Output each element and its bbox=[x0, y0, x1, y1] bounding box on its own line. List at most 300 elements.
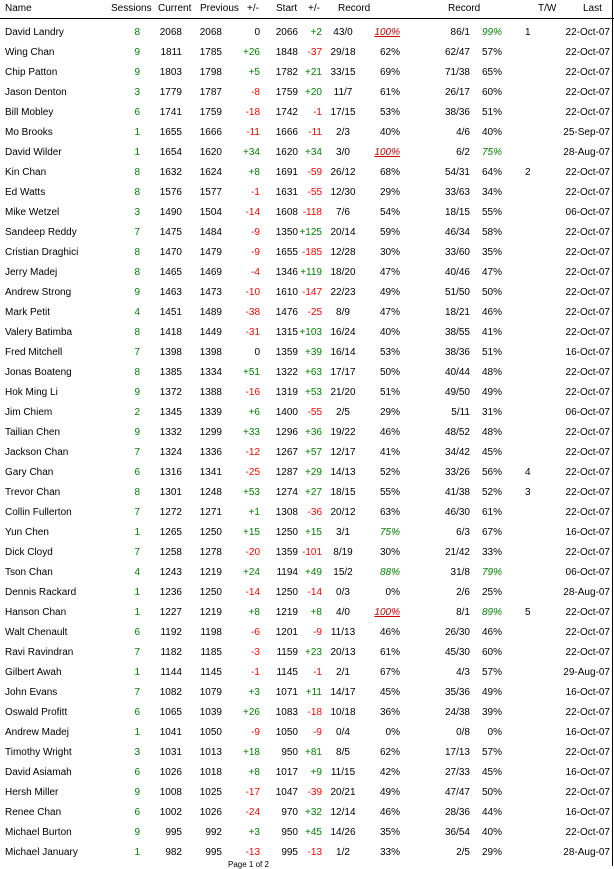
cell-start: 1476 bbox=[275, 307, 298, 318]
cell-previous: 1504 bbox=[199, 207, 222, 218]
cell-record2-pct: 41% bbox=[481, 327, 502, 338]
cell-delta1: -4 bbox=[251, 267, 260, 278]
cell-previous: 1145 bbox=[200, 667, 222, 678]
cell-record2-pct: 49% bbox=[481, 687, 502, 698]
cell-record2-pct: 44% bbox=[481, 807, 502, 818]
table-row bbox=[0, 222, 614, 242]
cell-record2: 86/1 bbox=[450, 27, 470, 38]
cell-record-pct: 49% bbox=[379, 787, 400, 798]
cell-previous: 1489 bbox=[199, 307, 222, 318]
cell-previous: 1577 bbox=[199, 187, 222, 198]
table-row bbox=[0, 322, 614, 342]
cell-record2: 26/17 bbox=[444, 87, 470, 98]
cell-sessions: 4 bbox=[134, 307, 140, 318]
cell-start: 1250 bbox=[275, 587, 298, 598]
cell-name: Timothy Wright bbox=[5, 747, 72, 758]
cell-record2: 0/8 bbox=[456, 727, 470, 738]
cell-name: Wing Chan bbox=[5, 47, 55, 58]
cell-current: 1332 bbox=[159, 427, 182, 438]
cell-delta2: -1 bbox=[313, 667, 322, 678]
cell-start: 950 bbox=[281, 827, 298, 838]
cell-sessions: 2 bbox=[134, 407, 140, 418]
cell-record-pct: 50% bbox=[379, 367, 400, 378]
cell-record2: 31/8 bbox=[450, 567, 470, 578]
cell-record2-pct: 51% bbox=[481, 107, 502, 118]
cell-delta1: +51 bbox=[243, 367, 260, 378]
cell-name: Mo Brooks bbox=[5, 127, 53, 138]
cell-record: 7/6 bbox=[336, 207, 350, 218]
cell-delta2: -37 bbox=[307, 47, 322, 58]
cell-sessions: 7 bbox=[134, 347, 140, 358]
cell-record2: 38/36 bbox=[444, 107, 470, 118]
cell-delta1: -9 bbox=[251, 227, 260, 238]
table-row bbox=[0, 162, 614, 182]
cell-record-pct: 59% bbox=[379, 227, 400, 238]
cell-name: Renee Chan bbox=[5, 807, 62, 818]
table-row bbox=[0, 702, 614, 722]
cell-record2: 71/38 bbox=[444, 67, 470, 78]
cell-delta1: -9 bbox=[251, 247, 260, 258]
cell-sessions: 8 bbox=[134, 247, 140, 258]
cell-previous: 1219 bbox=[199, 567, 222, 578]
cell-current: 1470 bbox=[159, 247, 182, 258]
cell-delta1: 0 bbox=[254, 27, 260, 38]
cell-record-pct: 69% bbox=[379, 67, 400, 78]
cell-record-pct: 46% bbox=[379, 807, 400, 818]
cell-sessions: 6 bbox=[134, 707, 140, 718]
cell-name: Collin Fullerton bbox=[5, 507, 72, 518]
cell-record2-pct: 34% bbox=[481, 187, 502, 198]
cell-record2: 38/36 bbox=[444, 347, 470, 358]
cell-tw: 3 bbox=[525, 487, 531, 498]
cell-current: 1301 bbox=[159, 487, 182, 498]
cell-delta2: +39 bbox=[305, 347, 322, 358]
cell-record-pct: 75% bbox=[379, 527, 400, 538]
cell-delta2: -9 bbox=[313, 627, 322, 638]
cell-sessions: 9 bbox=[134, 47, 140, 58]
cell-last: 22-Oct-07 bbox=[565, 787, 610, 798]
cell-start: 1017 bbox=[275, 767, 298, 778]
cell-start: 1201 bbox=[275, 627, 298, 638]
cell-start: 1610 bbox=[275, 287, 298, 298]
cell-record: 12/14 bbox=[330, 807, 356, 818]
header-record2: Record bbox=[448, 3, 481, 14]
cell-record-pct: 100% bbox=[374, 27, 400, 38]
cell-current: 1258 bbox=[159, 547, 182, 558]
cell-record-pct: 40% bbox=[379, 127, 400, 138]
cell-record-pct: 46% bbox=[379, 627, 400, 638]
cell-previous: 1388 bbox=[199, 387, 222, 398]
cell-previous: 1666 bbox=[199, 127, 222, 138]
cell-sessions: 9 bbox=[134, 787, 140, 798]
cell-record-pct: 36% bbox=[379, 707, 400, 718]
cell-previous: 1759 bbox=[199, 107, 222, 118]
cell-name: David Landry bbox=[5, 27, 64, 38]
cell-record: 20/21 bbox=[330, 787, 356, 798]
cell-record2-pct: 46% bbox=[481, 627, 502, 638]
cell-name: Michael Burton bbox=[5, 827, 72, 838]
cell-name: Trevor Chan bbox=[5, 487, 61, 498]
cell-delta2: -59 bbox=[307, 167, 322, 178]
cell-record: 11/15 bbox=[330, 767, 356, 778]
header-tw: T/W bbox=[538, 3, 557, 14]
cell-delta1: -10 bbox=[245, 287, 260, 298]
cell-record-pct: 41% bbox=[379, 447, 400, 458]
cell-last: 29-Aug-07 bbox=[563, 667, 610, 678]
cell-sessions: 9 bbox=[134, 427, 140, 438]
cell-start: 995 bbox=[281, 847, 298, 858]
cell-start: 1145 bbox=[276, 667, 298, 678]
cell-last: 22-Oct-07 bbox=[565, 27, 610, 38]
cell-record2-pct: 31% bbox=[481, 407, 502, 418]
cell-start: 2066 bbox=[275, 27, 298, 38]
cell-record2: 34/42 bbox=[444, 447, 470, 458]
cell-start: 1071 bbox=[275, 687, 298, 698]
cell-start: 1296 bbox=[275, 427, 298, 438]
cell-record-pct: 42% bbox=[379, 767, 400, 778]
cell-last: 28-Aug-07 bbox=[563, 147, 610, 158]
cell-name: Jonas Boateng bbox=[5, 367, 72, 378]
cell-last: 22-Oct-07 bbox=[565, 607, 610, 618]
cell-record: 1/2 bbox=[336, 847, 350, 858]
cell-name: Hersh Miller bbox=[5, 787, 59, 798]
cell-previous: 995 bbox=[205, 847, 222, 858]
cell-sessions: 3 bbox=[134, 207, 140, 218]
cell-record2-pct: 55% bbox=[481, 207, 502, 218]
cell-current: 1002 bbox=[159, 807, 182, 818]
cell-record2-pct: 58% bbox=[481, 227, 502, 238]
cell-start: 1274 bbox=[275, 487, 298, 498]
cell-delta1: -9 bbox=[251, 727, 260, 738]
header-delta2: +/- bbox=[308, 3, 320, 14]
cell-name: Jackson Chan bbox=[5, 447, 69, 458]
cell-last: 28-Aug-07 bbox=[563, 587, 610, 598]
table-row bbox=[0, 482, 614, 502]
cell-record-pct: 33% bbox=[379, 847, 400, 858]
table-header bbox=[0, 0, 614, 18]
cell-delta1: -20 bbox=[245, 547, 260, 558]
header-last: Last bbox=[583, 3, 602, 14]
cell-record: 20/14 bbox=[330, 227, 356, 238]
cell-delta1: -8 bbox=[251, 87, 260, 98]
cell-record2-pct: 40% bbox=[481, 827, 502, 838]
cell-previous: 1334 bbox=[199, 367, 222, 378]
cell-delta1: +6 bbox=[248, 407, 260, 418]
cell-start: 1848 bbox=[275, 47, 298, 58]
cell-record2: 6/2 bbox=[456, 147, 470, 158]
cell-record2-pct: 0% bbox=[487, 727, 502, 738]
cell-start: 1782 bbox=[275, 67, 298, 78]
cell-record-pct: 55% bbox=[379, 487, 400, 498]
cell-previous: 1025 bbox=[199, 787, 222, 798]
cell-record-pct: 53% bbox=[379, 107, 400, 118]
cell-record: 43/0 bbox=[333, 27, 353, 38]
cell-record: 10/18 bbox=[330, 707, 356, 718]
cell-start: 1620 bbox=[275, 147, 298, 158]
cell-record: 20/12 bbox=[330, 507, 356, 518]
cell-record: 0/4 bbox=[336, 727, 350, 738]
cell-record: 18/15 bbox=[330, 487, 356, 498]
table-row bbox=[0, 342, 614, 362]
cell-last: 22-Oct-07 bbox=[565, 287, 610, 298]
cell-delta2: -118 bbox=[302, 207, 322, 218]
cell-record: 3/0 bbox=[336, 147, 350, 158]
cell-last: 22-Oct-07 bbox=[565, 87, 610, 98]
cell-delta1: -6 bbox=[251, 627, 260, 638]
cell-record: 29/18 bbox=[330, 47, 356, 58]
cell-record2: 51/50 bbox=[444, 287, 470, 298]
cell-delta1: +24 bbox=[243, 567, 260, 578]
cell-record2: 49/50 bbox=[444, 387, 470, 398]
cell-record: 15/2 bbox=[333, 567, 353, 578]
cell-name: Gary Chan bbox=[5, 467, 54, 478]
cell-delta2: +9 bbox=[310, 767, 322, 778]
cell-delta1: -11 bbox=[246, 127, 260, 138]
table-body bbox=[0, 22, 614, 862]
cell-record: 33/15 bbox=[330, 67, 356, 78]
cell-record: 18/20 bbox=[330, 267, 356, 278]
cell-last: 22-Oct-07 bbox=[565, 307, 610, 318]
cell-current: 995 bbox=[165, 827, 182, 838]
cell-start: 1742 bbox=[275, 107, 298, 118]
cell-current: 1475 bbox=[159, 227, 182, 238]
cell-delta1: -12 bbox=[245, 447, 260, 458]
cell-last: 16-Oct-07 bbox=[565, 527, 610, 538]
cell-delta2: +119 bbox=[300, 267, 322, 278]
cell-start: 1287 bbox=[275, 467, 298, 478]
cell-delta1: -25 bbox=[245, 467, 260, 478]
cell-previous: 1398 bbox=[199, 347, 222, 358]
cell-delta2: +81 bbox=[305, 747, 322, 758]
table-row bbox=[0, 82, 614, 102]
cell-current: 1654 bbox=[159, 147, 182, 158]
cell-last: 22-Oct-07 bbox=[565, 747, 610, 758]
cell-previous: 1336 bbox=[199, 447, 222, 458]
cell-previous: 1079 bbox=[199, 687, 222, 698]
cell-delta2: +103 bbox=[299, 327, 322, 338]
cell-record-pct: 52% bbox=[379, 467, 400, 478]
cell-delta1: +33 bbox=[243, 427, 260, 438]
cell-record2-pct: 29% bbox=[481, 847, 502, 858]
cell-start: 1359 bbox=[275, 547, 298, 558]
table-row bbox=[0, 42, 614, 62]
cell-delta1: +8 bbox=[248, 607, 260, 618]
cell-last: 22-Oct-07 bbox=[565, 367, 610, 378]
cell-previous: 1479 bbox=[199, 247, 222, 258]
table-row bbox=[0, 662, 614, 682]
cell-record2-pct: 50% bbox=[481, 287, 502, 298]
cell-sessions: 1 bbox=[134, 587, 140, 598]
cell-current: 1741 bbox=[159, 107, 182, 118]
cell-start: 1319 bbox=[275, 387, 298, 398]
cell-previous: 1341 bbox=[199, 467, 222, 478]
table-row bbox=[0, 202, 614, 222]
cell-name: Jim Chiem bbox=[5, 407, 53, 418]
cell-record-pct: 46% bbox=[379, 427, 400, 438]
cell-previous: 1449 bbox=[199, 327, 222, 338]
cell-delta2: +125 bbox=[299, 227, 322, 238]
cell-tw: 4 bbox=[525, 467, 531, 478]
cell-name: Jason Denton bbox=[5, 87, 67, 98]
cell-last: 22-Oct-07 bbox=[565, 107, 610, 118]
cell-record2-pct: 57% bbox=[481, 747, 502, 758]
cell-record2: 2/5 bbox=[456, 847, 470, 858]
table-row bbox=[0, 22, 614, 42]
cell-previous: 1278 bbox=[199, 547, 222, 558]
cell-last: 06-Oct-07 bbox=[565, 207, 610, 218]
cell-delta2: -25 bbox=[307, 307, 322, 318]
cell-delta2: -13 bbox=[307, 847, 322, 858]
cell-name: John Evans bbox=[5, 687, 58, 698]
cell-start: 1267 bbox=[275, 447, 298, 458]
cell-record2-pct: 33% bbox=[481, 547, 502, 558]
cell-record: 11/13 bbox=[330, 627, 356, 638]
cell-sessions: 8 bbox=[134, 187, 140, 198]
cell-sessions: 7 bbox=[134, 227, 140, 238]
cell-record2-pct: 57% bbox=[481, 47, 502, 58]
cell-current: 2068 bbox=[159, 27, 182, 38]
cell-current: 1082 bbox=[159, 687, 182, 698]
cell-record2-pct: 47% bbox=[481, 267, 502, 278]
cell-start: 950 bbox=[281, 747, 298, 758]
cell-record2-pct: 99% bbox=[481, 27, 502, 38]
cell-record: 3/1 bbox=[336, 527, 350, 538]
cell-name: Andrew Strong bbox=[5, 287, 72, 298]
cell-delta2: -9 bbox=[313, 727, 322, 738]
table-row bbox=[0, 802, 614, 822]
cell-previous: 1219 bbox=[199, 607, 222, 618]
cell-name: Dennis Rackard bbox=[5, 587, 77, 598]
cell-current: 1490 bbox=[159, 207, 182, 218]
cell-record-pct: 30% bbox=[379, 547, 400, 558]
cell-delta1: +5 bbox=[248, 67, 260, 78]
cell-delta2: +57 bbox=[305, 447, 322, 458]
cell-record-pct: 67% bbox=[379, 667, 400, 678]
cell-name: Dick Cloyd bbox=[5, 547, 53, 558]
cell-delta1: +3 bbox=[248, 827, 260, 838]
cell-record-pct: 51% bbox=[379, 387, 400, 398]
cell-delta1: +26 bbox=[243, 707, 260, 718]
table-row bbox=[0, 562, 614, 582]
cell-last: 22-Oct-07 bbox=[565, 427, 610, 438]
cell-record2: 33/63 bbox=[444, 187, 470, 198]
cell-current: 1265 bbox=[159, 527, 182, 538]
cell-sessions: 6 bbox=[134, 467, 140, 478]
cell-record2-pct: 35% bbox=[481, 247, 502, 258]
cell-start: 1050 bbox=[275, 727, 298, 738]
cell-sessions: 9 bbox=[134, 387, 140, 398]
table-row bbox=[0, 282, 614, 302]
cell-sessions: 8 bbox=[134, 367, 140, 378]
cell-previous: 1484 bbox=[199, 227, 222, 238]
cell-record: 14/13 bbox=[330, 467, 356, 478]
table-row bbox=[0, 262, 614, 282]
cell-record2: 54/31 bbox=[444, 167, 470, 178]
cell-record2: 46/34 bbox=[444, 227, 470, 238]
cell-start: 1322 bbox=[275, 367, 298, 378]
cell-record-pct: 47% bbox=[379, 267, 400, 278]
cell-record: 8/5 bbox=[336, 747, 350, 758]
cell-record2: 47/47 bbox=[444, 787, 470, 798]
cell-name: Tailian Chen bbox=[5, 427, 61, 438]
table-row bbox=[0, 582, 614, 602]
cell-current: 1227 bbox=[159, 607, 182, 618]
cell-start: 970 bbox=[281, 807, 298, 818]
cell-current: 1041 bbox=[159, 727, 182, 738]
cell-sessions: 8 bbox=[134, 27, 140, 38]
cell-record2: 46/30 bbox=[444, 507, 470, 518]
cell-name: Bill Mobley bbox=[5, 107, 54, 118]
cell-sessions: 8 bbox=[134, 327, 140, 338]
cell-previous: 1469 bbox=[199, 267, 222, 278]
cell-delta1: -31 bbox=[245, 327, 260, 338]
cell-record2: 62/47 bbox=[444, 47, 470, 58]
cell-last: 06-Oct-07 bbox=[565, 567, 610, 578]
cell-start: 1350 bbox=[275, 227, 298, 238]
cell-record-pct: 30% bbox=[379, 247, 400, 258]
cell-last: 22-Oct-07 bbox=[565, 627, 610, 638]
cell-delta2: +36 bbox=[305, 427, 322, 438]
table-row bbox=[0, 542, 614, 562]
cell-last: 22-Oct-07 bbox=[565, 707, 610, 718]
cell-sessions: 7 bbox=[134, 447, 140, 458]
cell-previous: 1185 bbox=[200, 647, 222, 658]
cell-last: 22-Oct-07 bbox=[565, 67, 610, 78]
table-row bbox=[0, 422, 614, 442]
cell-delta2: +45 bbox=[305, 827, 322, 838]
cell-last: 06-Oct-07 bbox=[565, 407, 610, 418]
cell-record: 0/3 bbox=[336, 587, 350, 598]
cell-record2: 26/30 bbox=[444, 627, 470, 638]
cell-record2-pct: 40% bbox=[481, 127, 502, 138]
cell-record2: 18/21 bbox=[444, 307, 470, 318]
cell-record2-pct: 52% bbox=[481, 487, 502, 498]
cell-record2: 27/33 bbox=[444, 767, 470, 778]
cell-last: 22-Oct-07 bbox=[565, 267, 610, 278]
cell-previous: 1271 bbox=[199, 507, 222, 518]
cell-delta2: +20 bbox=[305, 87, 322, 98]
cell-record: 2/5 bbox=[336, 407, 350, 418]
cell-delta1: +1 bbox=[248, 507, 260, 518]
cell-last: 22-Oct-07 bbox=[565, 447, 610, 458]
cell-current: 1236 bbox=[159, 587, 182, 598]
cell-previous: 1250 bbox=[199, 587, 222, 598]
cell-delta1: +34 bbox=[243, 147, 260, 158]
cell-current: 1803 bbox=[159, 67, 182, 78]
cell-previous: 1339 bbox=[199, 407, 222, 418]
cell-record-pct: 68% bbox=[379, 167, 400, 178]
cell-current: 1026 bbox=[159, 767, 182, 778]
cell-record: 2/1 bbox=[336, 667, 350, 678]
cell-record: 12/28 bbox=[330, 247, 356, 258]
cell-delta2: -14 bbox=[307, 587, 322, 598]
cell-sessions: 9 bbox=[134, 287, 140, 298]
cell-record-pct: 100% bbox=[374, 147, 400, 158]
cell-delta1: +8 bbox=[248, 167, 260, 178]
cell-record2-pct: 45% bbox=[481, 767, 502, 778]
cell-start: 1159 bbox=[276, 647, 298, 658]
cell-current: 1463 bbox=[159, 287, 182, 298]
cell-previous: 1039 bbox=[199, 707, 222, 718]
cell-record-pct: 49% bbox=[379, 287, 400, 298]
cell-record2-pct: 60% bbox=[481, 647, 502, 658]
header-current: Current bbox=[158, 3, 192, 14]
cell-delta2: -39 bbox=[307, 787, 322, 798]
cell-previous: 1787 bbox=[199, 87, 222, 98]
cell-sessions: 9 bbox=[134, 827, 140, 838]
cell-delta2: -55 bbox=[307, 187, 322, 198]
cell-record2: 4/3 bbox=[456, 667, 470, 678]
